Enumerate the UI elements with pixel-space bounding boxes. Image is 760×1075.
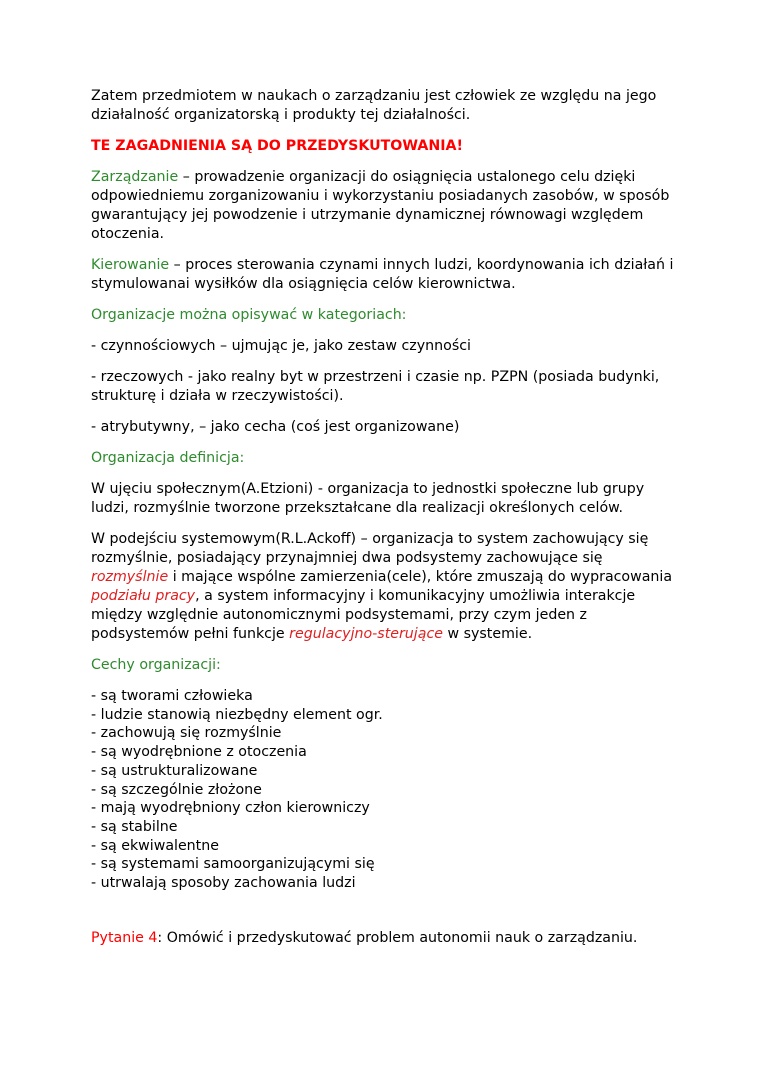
cechy-heading: Cechy organizacji: bbox=[91, 657, 221, 673]
list-item: - utrwalają sposoby zachowania ludzi bbox=[91, 875, 356, 892]
kierowanie-definition bbox=[91, 256, 680, 294]
zarzadzanie-definition bbox=[91, 168, 680, 244]
etzioni-definition: W ujęciu społecznym(A.Etzioni) - organizacja to jednostki społeczne lub grupy ludzi, rozmyślnie tworzone przekształcane dla realizacji określonych celów. bbox=[91, 481, 645, 516]
ackoff-text: W podejściu systemowym(R.L.Ackoff) – organizacja to system zachowujący się rozmyślnie, posiadający przynajmniej dwa podsystemy zachowujące się bbox=[91, 531, 649, 566]
pytanie-text: : Omówić i przedyskutować problem autonomii nauk o zarządzaniu. bbox=[157, 929, 638, 946]
pytanie-label: Pytanie 4 bbox=[91, 929, 158, 946]
list-item: - są ustrukturalizowane bbox=[91, 762, 258, 779]
list-item: - ludzie stanowią niezbędny element ogr. bbox=[91, 706, 383, 723]
definicja-heading: Organizacja definicja: bbox=[91, 450, 245, 466]
list-item: - mają wyodrębniony człon kierowniczy bbox=[91, 800, 370, 817]
emphasis-rozmyslnie: rozmyślnie bbox=[91, 569, 169, 585]
ackoff-definition bbox=[91, 530, 680, 644]
term-kierowanie: Kierowanie bbox=[91, 257, 170, 273]
list-item: - zachowują się rozmyślnie bbox=[91, 725, 282, 742]
kategorie-heading: Organizacje można opisywać w kategoriach: bbox=[91, 307, 407, 323]
ackoff-text: , a system informacyjny i komunikacyjny umożliwia interakcje między względnie autonomicznymi podsystemami, przy czym jeden z podsystemów pełni funkcje bbox=[91, 588, 636, 642]
list-item: - są systemami samoorganizującymi się bbox=[91, 856, 375, 873]
list-item: - są wyodrębnione z otoczenia bbox=[91, 744, 307, 761]
cechy-list bbox=[91, 687, 680, 893]
term-zarzadzanie: Zarządzanie bbox=[91, 169, 179, 185]
list-item: - są stabilne bbox=[91, 818, 178, 835]
spacer bbox=[91, 905, 680, 929]
intro-paragraph: Zatem przedmiotem w naukach o zarządzaniu jest człowiek ze względu na jego działalność organizatorską i produkty tej działalności. bbox=[91, 88, 657, 123]
emphasis-regulacyjno-sterujace: regulacyjno-sterujące bbox=[289, 626, 443, 642]
kierowanie-text: – proces sterowania czynami innych ludzi, koordynowania ich działań i stymulowanai wysiłków dla osiągnięcia celów kierownictwa. bbox=[91, 257, 674, 292]
ackoff-text: w systemie. bbox=[442, 626, 533, 642]
list-item: - są szczególnie złożone bbox=[91, 781, 262, 798]
pytanie-4 bbox=[91, 929, 680, 948]
kategoria-item: - rzeczowych - jako realny byt w przestrzeni i czasie np. PZPN (posiada budynki, strukturę i działa w rzeczywistości). bbox=[91, 369, 660, 404]
kategoria-item: - czynnościowych – ujmując je, jako zestaw czynności bbox=[91, 338, 471, 354]
emphasis-podzial-pracy: podziału pracy bbox=[91, 588, 196, 604]
discussion-warning: TE ZAGADNIENIA SĄ DO PRZEDYSKUTOWANIA! bbox=[91, 138, 463, 154]
list-item: - są tworami człowieka bbox=[91, 688, 253, 704]
kategoria-item: - atrybutywny, – jako cecha (coś jest organizowane) bbox=[91, 419, 460, 435]
list-item: - są ekwiwalentne bbox=[91, 837, 219, 854]
zarzadzanie-text: – prowadzenie organizacji do osiągnięcia ustalonego celu dzięki odpowiedniemu zorganizowaniu i wykorzystaniu posiadanych zasobów, w sposób gwarantujący jej powodzenie i utrzymanie dynamicznej równowagi względem otoczenia. bbox=[91, 169, 670, 242]
ackoff-text: i mające wspólne zamierzenia(cele), które zmuszają do wypracowania bbox=[168, 569, 673, 585]
